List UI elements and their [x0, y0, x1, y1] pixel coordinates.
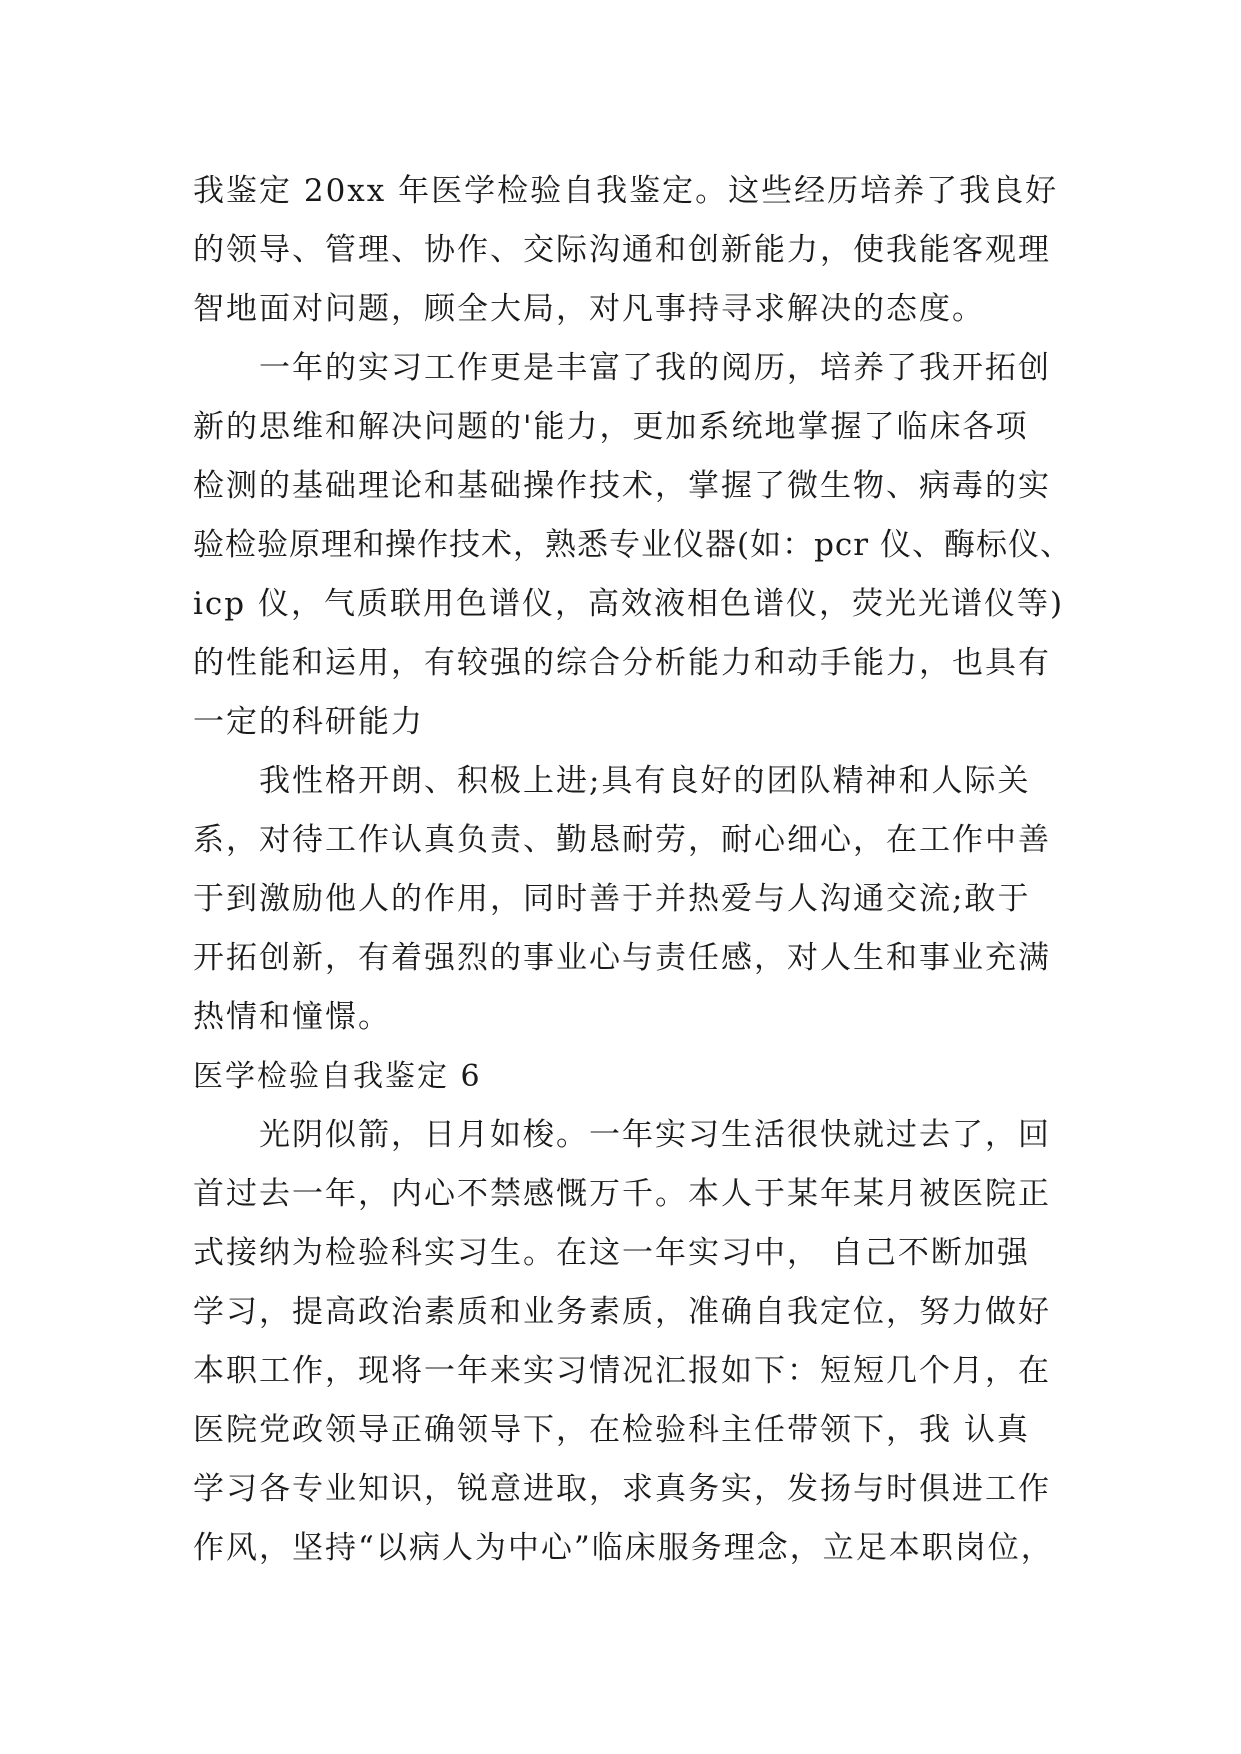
paragraph-first-line: 光阴似箭，日月如梭。一年实习生活很快就过去了，回 — [259, 1117, 1051, 1153]
text-line: 检测的基础理论和基础操作技术，掌握了微生物、病毒的实 — [193, 468, 1051, 504]
text-line: 医院党政领导正确领导下，在检验科主任带领下，我 认真 — [193, 1412, 1030, 1448]
text-line: 一定的科研能力 — [193, 704, 424, 740]
section-heading: 医学检验自我鉴定 6 — [193, 1059, 482, 1094]
text-line: 学习各专业知识，锐意进取，求真务实，发扬与时俱进工作 — [193, 1471, 1051, 1507]
text-line: 本职工作，现将一年来实习情况汇报如下：短短几个月，在 — [193, 1353, 1051, 1389]
document-body — [193, 162, 1073, 1578]
text-line: 的领导、管理、协作、交际沟通和创新能力，使我能客观理 — [193, 232, 1051, 268]
text-line: 首过去一年，内心不禁感慨万千。本人于某年某月被医院正 — [193, 1176, 1051, 1212]
text-line: 热情和憧憬。 — [193, 999, 391, 1035]
text-line: 的性能和运用，有较强的综合分析能力和动手能力，也具有 — [193, 645, 1051, 681]
text-line: 智地面对问题，顾全大局，对凡事持寻求解决的态度。 — [193, 291, 985, 327]
paragraph-first-line: 我性格开朗、积极上进;具有良好的团队精神和人际关 — [259, 763, 1031, 799]
text-line: 开拓创新，有着强烈的事业心与责任感，对人生和事业充满 — [193, 940, 1051, 976]
paragraph-first-line: 一年的实习工作更是丰富了我的阅历，培养了我开拓创 — [259, 350, 1051, 386]
text-line: 系，对待工作认真负责、勤恳耐劳，耐心细心，在工作中善 — [193, 822, 1051, 858]
text-line: 我鉴定 20xx 年医学检验自我鉴定。这些经历培养了我良好 — [193, 173, 1059, 209]
text-line: 新的思维和解决问题的'能力，更加系统地掌握了临床各项 — [193, 409, 1029, 445]
text-line: icp 仪，气质联用色谱仪，高效液相色谱仪，荧光光谱仪等) — [193, 586, 1065, 622]
text-line: 作风，坚持“以病人为中心”临床服务理念，立足本职岗位， — [193, 1530, 1054, 1566]
text-line: 验检验原理和操作技术，熟悉专业仪器(如：pcr 仪、酶标仪、 — [193, 527, 1072, 563]
text-line: 于到激励他人的作用，同时善于并热爱与人沟通交流;敢于 — [193, 881, 1031, 917]
text-line: 学习，提高政治素质和业务素质，准确自我定位，努力做好 — [193, 1294, 1051, 1330]
text-line: 式接纳为检验科实习生。在这一年实习中， 自己不断加强 — [193, 1235, 1030, 1271]
